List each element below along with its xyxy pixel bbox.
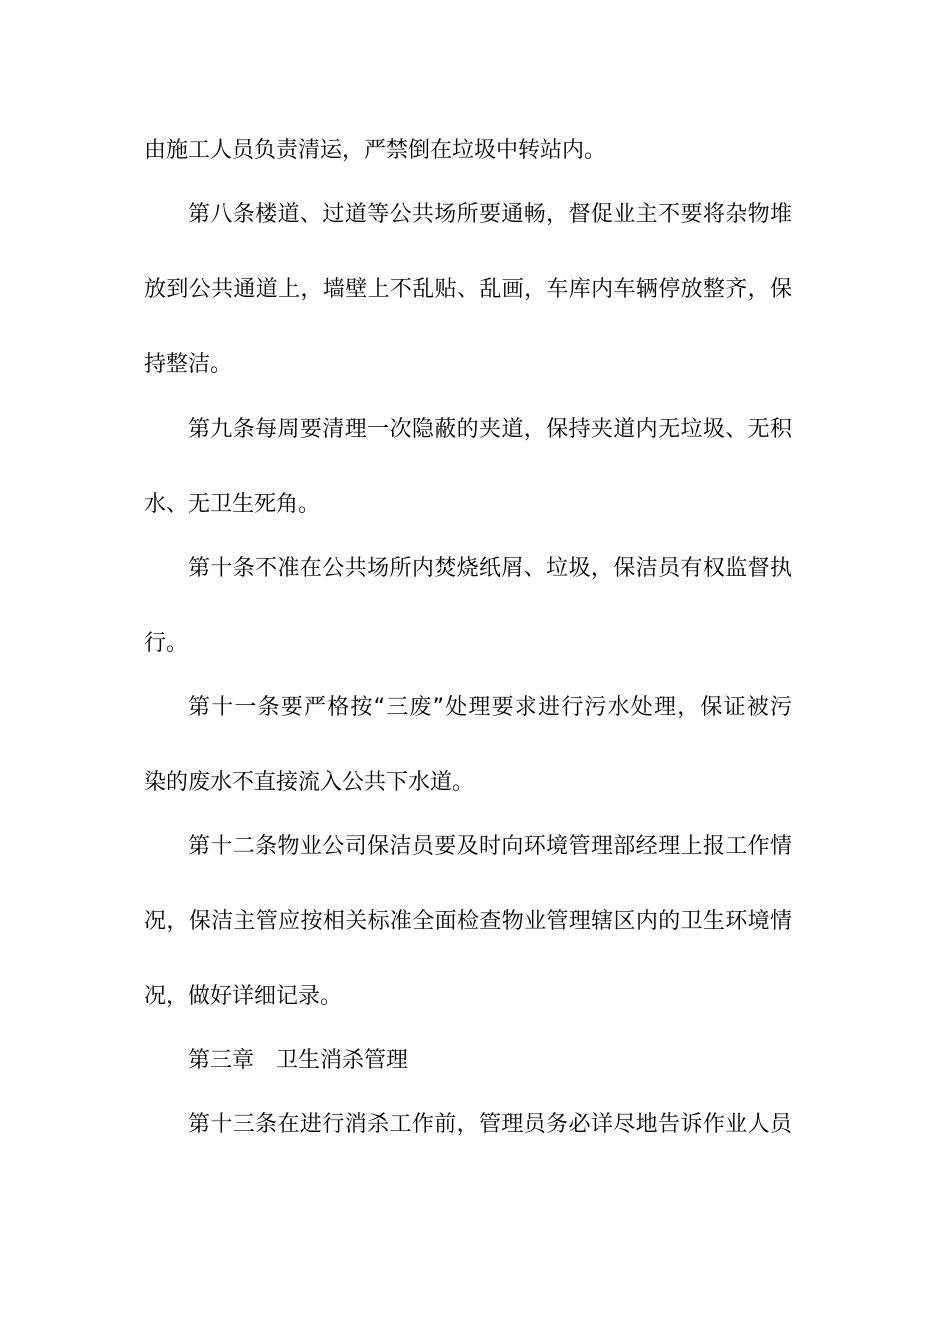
text-line: 染的废水不直接流入公共下水道。 [144, 770, 475, 795]
article-10-line: 第十条不准在公共场所内焚烧纸屑、垃圾，保洁员有权监督执 [188, 556, 792, 581]
article-9-line: 第九条每周要清理一次隐蔽的夹道，保持夹道内无垃圾、无积 [188, 417, 792, 442]
article-11-line: 第十一条要严格按“三废”处理要求进行污水处理，保证被污 [188, 695, 792, 720]
article-8-line: 第八条楼道、过道等公共场所要通畅，督促业主不要将杂物堆 [188, 202, 792, 227]
text-line: 放到公共通道上，墙壁上不乱贴、乱画，车库内车辆停放整齐，保 [144, 277, 792, 302]
text-line: 况，保洁主管应按相关标准全面检查物业管理辖区内的卫生环境情 [144, 909, 792, 934]
text-line: 况，做好详细记录。 [144, 984, 343, 1009]
chapter-3-heading: 第三章 卫生消杀管理 [188, 1048, 409, 1073]
text-line: 水、无卫生死角。 [144, 492, 321, 517]
text-line: 行。 [144, 631, 189, 656]
text-line: 持整洁。 [144, 352, 233, 377]
text-line: 由施工人员负责清运，严禁倒在垃圾中转站内。 [144, 138, 607, 163]
article-13-line: 第十三条在进行消杀工作前，管理员务必详尽地告诉作业人员 [188, 1112, 792, 1137]
article-12-line: 第十二条物业公司保洁员要及时向环境管理部经理上报工作情 [188, 834, 792, 859]
